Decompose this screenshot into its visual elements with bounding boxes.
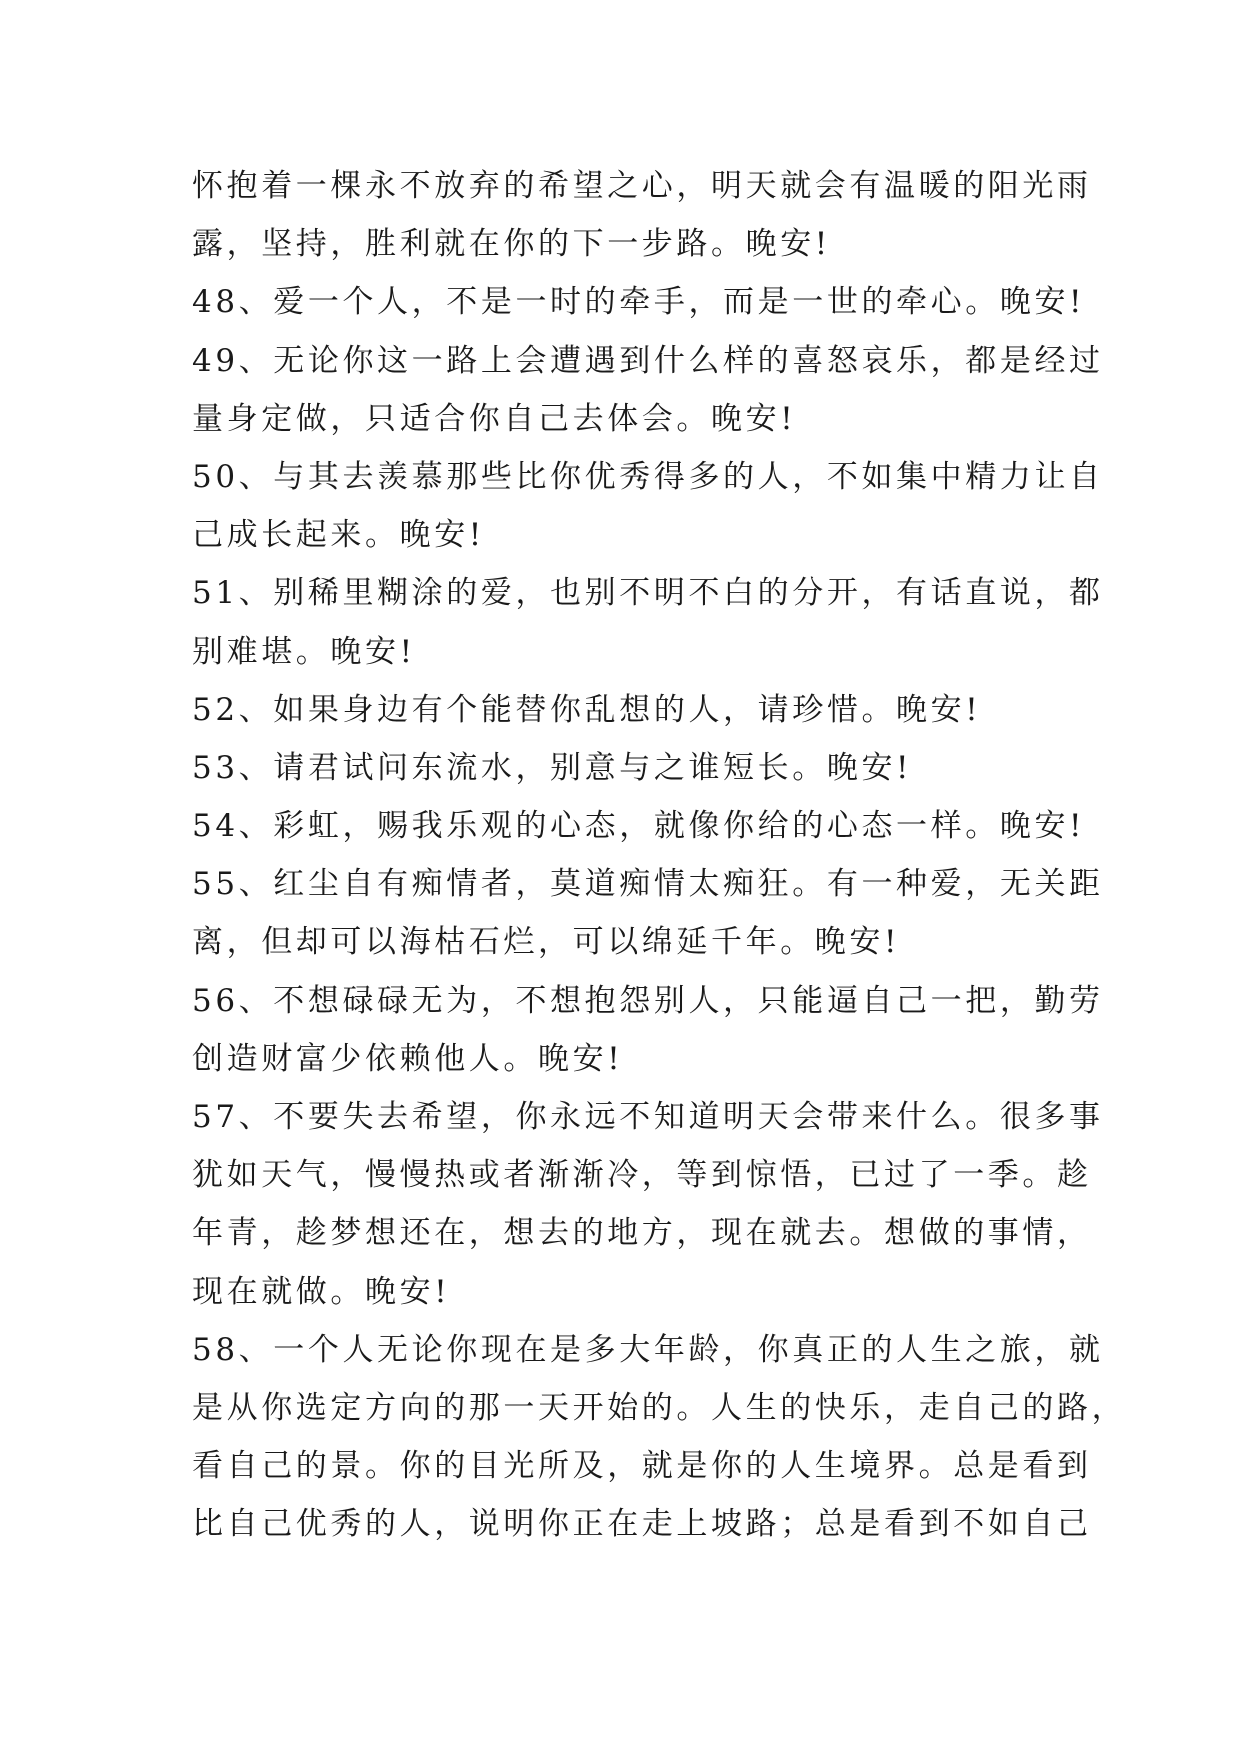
text-line: 51、别稀里糊涂的爱，也别不明不白的分开，有话直说，都 bbox=[192, 575, 1104, 612]
text-line: 怀抱着一棵永不放弃的希望之心，明天就会有温暖的阳光雨 bbox=[192, 168, 1092, 204]
text-line: 58、一个人无论你现在是多大年龄，你真正的人生之旅，就 bbox=[192, 1331, 1104, 1368]
text-line: 是从你选定方向的那一天开始的。人生的快乐，走自己的路， bbox=[192, 1389, 1127, 1426]
text-line: 己成长起来。晚安! bbox=[192, 517, 485, 554]
text-line: 创造财富少依赖他人。晚安! bbox=[192, 1040, 624, 1077]
text-line: 现在就做。晚安! bbox=[192, 1273, 451, 1310]
text-line: 49、无论你这一路上会遭遇到什么样的喜怒哀乐，都是经过 bbox=[192, 342, 1104, 379]
text-line: 别难堪。晚安! bbox=[192, 633, 416, 670]
text-line: 50、与其去羡慕那些比你优秀得多的人，不如集中精力让自 bbox=[192, 458, 1104, 495]
text-line: 57、不要失去希望，你永远不知道明天会带来什么。很多事 bbox=[192, 1099, 1104, 1135]
text-line: 犹如天气，慢慢热或者渐渐冷，等到惊悟，已过了一季。趁 bbox=[192, 1157, 1092, 1194]
text-line: 离，但却可以海枯石烂，可以绵延千年。晚安! bbox=[192, 924, 901, 961]
text-line: 53、请君试问东流水，别意与之谁短长。晚安! bbox=[192, 749, 913, 786]
text-line: 露，坚持，胜利就在你的下一步路。晚安! bbox=[192, 226, 831, 263]
text-line: 54、彩虹，赐我乐观的心态，就像你给的心态一样。晚安! bbox=[192, 808, 1086, 845]
text-line: 年青，趁梦想还在，想去的地方，现在就去。想做的事情， bbox=[192, 1215, 1092, 1252]
text-line: 量身定做，只适合你自己去体会。晚安! bbox=[192, 400, 797, 437]
text-line: 55、红尘自有痴情者，莫道痴情太痴狂。有一种爱，无关距 bbox=[192, 866, 1104, 903]
text-line: 比自己优秀的人，说明你正在走上坡路；总是看到不如自己 bbox=[192, 1506, 1092, 1543]
text-line: 48、爱一个人，不是一时的牵手，而是一世的牵心。晚安! bbox=[192, 284, 1086, 321]
text-line: 看自己的景。你的目光所及，就是你的人生境界。总是看到 bbox=[192, 1448, 1092, 1485]
text-line: 52、如果身边有个能替你乱想的人，请珍惜。晚安! bbox=[192, 691, 982, 728]
document-body bbox=[192, 157, 1127, 1554]
text-line: 56、不想碌碌无为，不想抱怨别人，只能逼自己一把，勤劳 bbox=[192, 982, 1104, 1019]
